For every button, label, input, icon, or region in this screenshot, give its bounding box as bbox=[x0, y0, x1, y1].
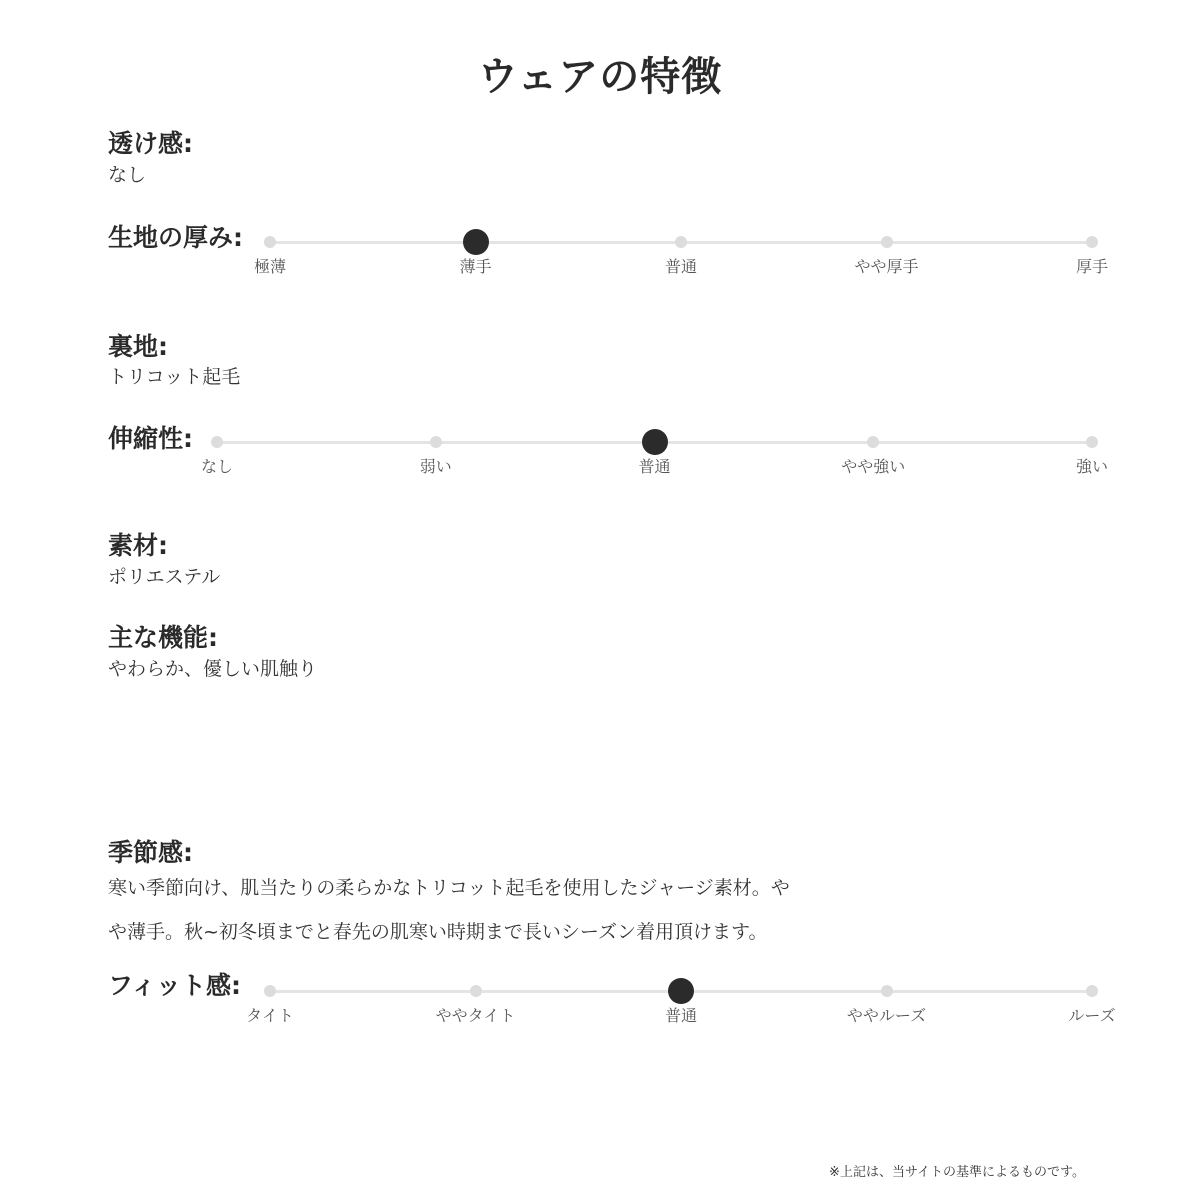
scale-selected-dot bbox=[463, 229, 489, 255]
scale-dot bbox=[264, 985, 276, 997]
stretch-label: 伸縮性: bbox=[108, 424, 193, 453]
scale-option-label: 普通 bbox=[664, 257, 697, 276]
scale-option-label: 弱い bbox=[419, 457, 452, 476]
fit-label: フィット感: bbox=[108, 971, 241, 1000]
features-value: やわらか、優しい肌触り bbox=[108, 658, 318, 680]
scale-dot bbox=[430, 436, 442, 448]
season-description-line: 寒い季節向け、肌当たりの柔らかなトリコット起毛を使用したジャージ素材。や bbox=[108, 877, 790, 899]
scale-selected-dot bbox=[642, 429, 668, 455]
features-label: 主な機能: bbox=[108, 623, 218, 652]
scale-dot bbox=[867, 436, 879, 448]
scale-option-label: なし bbox=[200, 457, 233, 476]
scale-dot bbox=[264, 236, 276, 248]
scale-option-label: 薄手 bbox=[459, 257, 492, 276]
scale-selected-dot bbox=[668, 978, 694, 1004]
fit-scale bbox=[246, 990, 1116, 1050]
footnote: ※上記は、当サイトの基準によるものです。 bbox=[829, 1165, 1085, 1180]
lining-value: トリコット起毛 bbox=[108, 366, 241, 388]
scale-option-label: ルーズ bbox=[1068, 1006, 1116, 1025]
scale-dot bbox=[470, 985, 482, 997]
scale-option-label: ややタイト bbox=[435, 1006, 516, 1025]
thickness-label: 生地の厚み: bbox=[108, 223, 243, 252]
season-description bbox=[108, 866, 868, 954]
scale-option-label: 厚手 bbox=[1075, 257, 1108, 276]
scale-option-label: 普通 bbox=[664, 1006, 697, 1025]
scale-option-label: やや厚手 bbox=[854, 257, 919, 276]
transparency-label: 透け感: bbox=[108, 129, 193, 158]
material-label: 素材: bbox=[108, 531, 168, 560]
material-value: ポリエステル bbox=[108, 566, 221, 588]
transparency-value: なし bbox=[108, 164, 147, 186]
scale-dot bbox=[675, 236, 687, 248]
scale-option-label: 普通 bbox=[638, 457, 671, 476]
page-title: ウェアの特徴 bbox=[477, 54, 723, 100]
scale-option-label: タイト bbox=[246, 1006, 294, 1025]
scale-dot bbox=[881, 985, 893, 997]
thickness-scale bbox=[253, 241, 1108, 301]
scale-dot bbox=[1086, 985, 1098, 997]
lining-label: 裏地: bbox=[108, 332, 168, 361]
scale-option-label: 強い bbox=[1075, 457, 1108, 476]
scale-dot bbox=[1086, 236, 1098, 248]
scale-option-label: 極薄 bbox=[253, 257, 286, 276]
scale-option-label: ややルーズ bbox=[846, 1006, 927, 1025]
stretch-scale bbox=[200, 441, 1108, 501]
scale-dot bbox=[211, 436, 223, 448]
scale-option-label: やや強い bbox=[841, 457, 906, 476]
season-label: 季節感: bbox=[108, 838, 193, 867]
scale-dot bbox=[881, 236, 893, 248]
season-description-line: や薄手。秋~初冬頃までと春先の肌寒い時期まで長いシーズン着用頂けます。 bbox=[108, 921, 768, 943]
scale-dot bbox=[1086, 436, 1098, 448]
